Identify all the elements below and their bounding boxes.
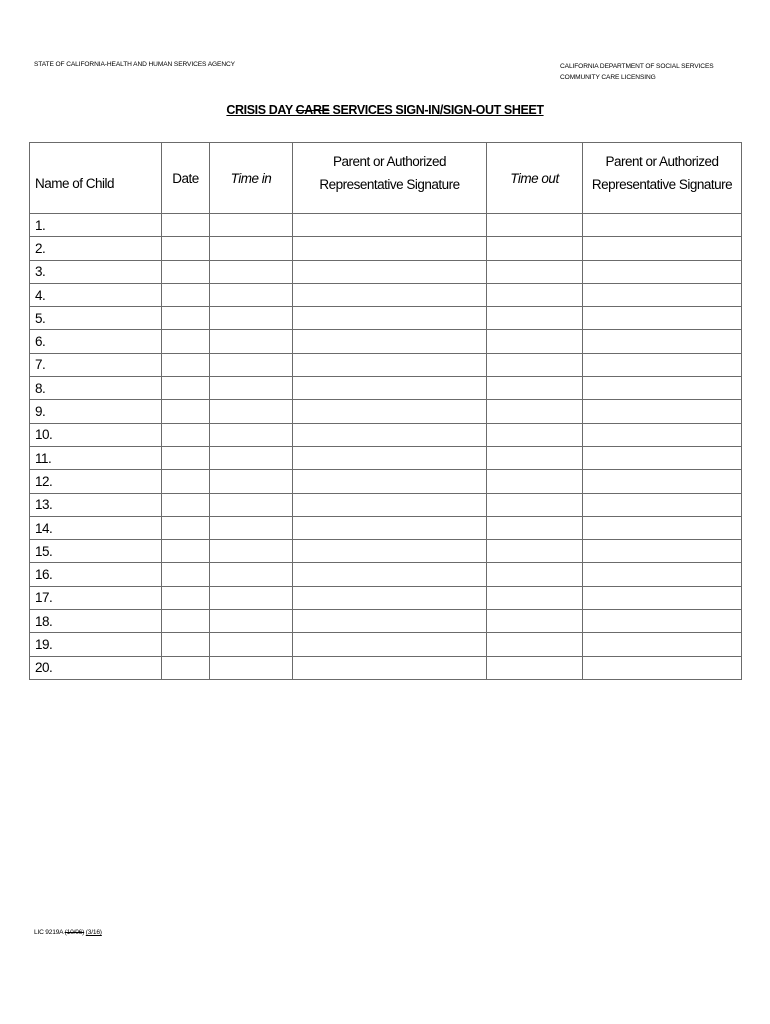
cell-date[interactable]: [162, 283, 210, 306]
cell-time-in[interactable]: [210, 656, 293, 679]
table-row: [30, 586, 742, 609]
cell-signature-in[interactable]: [293, 260, 487, 283]
cell-time-in[interactable]: [210, 540, 293, 563]
table-row: [30, 540, 742, 563]
cell-time-out[interactable]: [487, 516, 583, 539]
row-number: 8.: [30, 377, 162, 400]
row-number: 10.: [30, 423, 162, 446]
cell-signature-in[interactable]: [293, 470, 487, 493]
cell-signature-in[interactable]: [293, 633, 487, 656]
cell-signature-out[interactable]: [583, 586, 742, 609]
cell-date[interactable]: [162, 377, 210, 400]
cell-time-in[interactable]: [210, 563, 293, 586]
row-number: 18.: [30, 610, 162, 633]
cell-time-out[interactable]: [487, 633, 583, 656]
table-row: [30, 377, 742, 400]
cell-date[interactable]: [162, 633, 210, 656]
col-header-signature-out: [583, 143, 742, 214]
col-header-time-in: Time in: [210, 143, 293, 214]
cell-time-in[interactable]: [210, 214, 293, 237]
cell-time-in[interactable]: [210, 470, 293, 493]
cell-signature-out[interactable]: [583, 423, 742, 446]
cell-date[interactable]: [162, 260, 210, 283]
cell-time-in[interactable]: [210, 237, 293, 260]
sign-in-table: [29, 142, 742, 680]
cell-time-in[interactable]: [210, 400, 293, 423]
cell-signature-out[interactable]: [583, 446, 742, 469]
cell-signature-out[interactable]: [583, 214, 742, 237]
title-part-2: SERVICES SIGN-IN/SIGN-OUT SHEET: [329, 103, 544, 117]
col-header-name: Name of Child: [30, 143, 162, 214]
cell-time-out[interactable]: [487, 586, 583, 609]
cell-signature-in[interactable]: [293, 586, 487, 609]
cell-date[interactable]: [162, 307, 210, 330]
cell-signature-in[interactable]: [293, 516, 487, 539]
row-number: 6.: [30, 330, 162, 353]
row-number: 20.: [30, 656, 162, 679]
row-number: 11.: [30, 446, 162, 469]
sheet-title: [0, 103, 770, 117]
cell-signature-in[interactable]: [293, 377, 487, 400]
table-row: [30, 353, 742, 376]
cell-time-in[interactable]: [210, 377, 293, 400]
cell-signature-out[interactable]: [583, 353, 742, 376]
cell-time-out[interactable]: [487, 237, 583, 260]
table-row: [30, 260, 742, 283]
cell-time-in[interactable]: [210, 493, 293, 516]
table-row: [30, 214, 742, 237]
cell-date[interactable]: [162, 330, 210, 353]
table-row: [30, 493, 742, 516]
table-row: [30, 400, 742, 423]
col-header-signature-in: [293, 143, 487, 214]
cell-signature-in[interactable]: [293, 283, 487, 306]
cell-signature-in[interactable]: [293, 214, 487, 237]
row-number: 9.: [30, 400, 162, 423]
cell-date[interactable]: [162, 586, 210, 609]
cell-time-out[interactable]: [487, 540, 583, 563]
signature-out-line1: Parent or Authorized: [605, 154, 719, 169]
cell-signature-in[interactable]: [293, 540, 487, 563]
cell-date[interactable]: [162, 423, 210, 446]
department-name: CALIFORNIA DEPARTMENT OF SOCIAL SERVICES: [560, 63, 714, 70]
cell-time-in[interactable]: [210, 610, 293, 633]
col-header-time-out: Time out: [487, 143, 583, 214]
cell-time-out[interactable]: [487, 446, 583, 469]
table-row: [30, 423, 742, 446]
cell-time-in[interactable]: [210, 586, 293, 609]
row-number: 7.: [30, 353, 162, 376]
cell-signature-out[interactable]: [583, 283, 742, 306]
cell-date[interactable]: [162, 400, 210, 423]
signature-out-line2: Representative Signature: [591, 177, 733, 192]
row-number: 12.: [30, 470, 162, 493]
cell-time-in[interactable]: [210, 423, 293, 446]
cell-time-in[interactable]: [210, 446, 293, 469]
cell-signature-out[interactable]: [583, 377, 742, 400]
cell-signature-in[interactable]: [293, 353, 487, 376]
table-row: [30, 283, 742, 306]
cell-time-in[interactable]: [210, 260, 293, 283]
cell-time-out[interactable]: [487, 493, 583, 516]
signature-in-line2: Representative Signature: [319, 177, 460, 192]
cell-signature-in[interactable]: [293, 563, 487, 586]
agency-name: STATE OF CALIFORNIA-HEALTH AND HUMAN SERVICES AGENCY: [34, 61, 235, 68]
cell-signature-out[interactable]: [583, 656, 742, 679]
form-id: LIC 9219A: [34, 929, 65, 936]
cell-date[interactable]: [162, 493, 210, 516]
cell-time-in[interactable]: [210, 353, 293, 376]
department-block: [560, 61, 714, 83]
cell-date[interactable]: [162, 470, 210, 493]
cell-signature-out[interactable]: [583, 470, 742, 493]
cell-time-out[interactable]: [487, 283, 583, 306]
cell-time-out[interactable]: [487, 610, 583, 633]
table-row: [30, 470, 742, 493]
row-number: 5.: [30, 307, 162, 330]
cell-signature-in[interactable]: [293, 446, 487, 469]
table-row: [30, 633, 742, 656]
cell-time-out[interactable]: [487, 330, 583, 353]
row-number: 13.: [30, 493, 162, 516]
cell-signature-out[interactable]: [583, 307, 742, 330]
cell-signature-in[interactable]: [293, 307, 487, 330]
table-row: [30, 237, 742, 260]
cell-time-out[interactable]: [487, 353, 583, 376]
cell-signature-in[interactable]: [293, 400, 487, 423]
signature-in-line1: Parent or Authorized: [332, 154, 447, 169]
cell-time-out[interactable]: [487, 260, 583, 283]
cell-time-in[interactable]: [210, 307, 293, 330]
row-number: 2.: [30, 237, 162, 260]
cell-time-in[interactable]: [210, 330, 293, 353]
cell-signature-out[interactable]: [583, 400, 742, 423]
cell-signature-out[interactable]: [583, 516, 742, 539]
cell-signature-out[interactable]: [583, 237, 742, 260]
row-number: 14.: [30, 516, 162, 539]
row-number: 3.: [30, 260, 162, 283]
row-number: 15.: [30, 540, 162, 563]
cell-date[interactable]: [162, 540, 210, 563]
cell-signature-in[interactable]: [293, 330, 487, 353]
cell-date[interactable]: [162, 446, 210, 469]
cell-time-out[interactable]: [487, 307, 583, 330]
cell-date[interactable]: [162, 237, 210, 260]
cell-time-out[interactable]: [487, 563, 583, 586]
table-row: [30, 656, 742, 679]
table-row: [30, 516, 742, 539]
cell-signature-out[interactable]: [583, 330, 742, 353]
table-row: [30, 446, 742, 469]
cell-signature-in[interactable]: [293, 493, 487, 516]
cell-date[interactable]: [162, 353, 210, 376]
cell-signature-out[interactable]: [583, 610, 742, 633]
cell-date[interactable]: [162, 656, 210, 679]
cell-time-in[interactable]: [210, 283, 293, 306]
cell-signature-out[interactable]: [583, 260, 742, 283]
cell-signature-in[interactable]: [293, 610, 487, 633]
row-number: 4.: [30, 283, 162, 306]
row-number: 19.: [30, 633, 162, 656]
cell-signature-out[interactable]: [583, 633, 742, 656]
cell-signature-in[interactable]: [293, 423, 487, 446]
cell-time-in[interactable]: [210, 633, 293, 656]
cell-time-out[interactable]: [487, 214, 583, 237]
cell-signature-out[interactable]: [583, 540, 742, 563]
cell-date[interactable]: [162, 610, 210, 633]
row-number: 1.: [30, 214, 162, 237]
row-number: 16.: [30, 563, 162, 586]
cell-time-out[interactable]: [487, 656, 583, 679]
col-header-date: Date: [162, 143, 210, 214]
cell-time-out[interactable]: [487, 470, 583, 493]
cell-time-out[interactable]: [487, 400, 583, 423]
form-new-date: (3/16): [85, 929, 102, 936]
title-part-1: CRISIS DAY: [226, 103, 296, 117]
cell-date[interactable]: [162, 516, 210, 539]
cell-signature-in[interactable]: [293, 237, 487, 260]
form-number: [34, 929, 102, 936]
table-row: [30, 307, 742, 330]
cell-date[interactable]: [162, 563, 210, 586]
title-struck-word: CARE: [295, 103, 330, 117]
row-number: 17.: [30, 586, 162, 609]
cell-time-out[interactable]: [487, 377, 583, 400]
cell-signature-in[interactable]: [293, 656, 487, 679]
table-row: [30, 563, 742, 586]
division-name: COMMUNITY CARE LICENSING: [560, 74, 656, 81]
table-row: [30, 610, 742, 633]
cell-time-out[interactable]: [487, 423, 583, 446]
cell-signature-out[interactable]: [583, 563, 742, 586]
cell-date[interactable]: [162, 214, 210, 237]
table-row: [30, 330, 742, 353]
table-body: [30, 214, 742, 680]
form-old-date: (10/06): [64, 929, 85, 936]
header-row: [30, 143, 742, 214]
cell-signature-out[interactable]: [583, 493, 742, 516]
cell-time-in[interactable]: [210, 516, 293, 539]
